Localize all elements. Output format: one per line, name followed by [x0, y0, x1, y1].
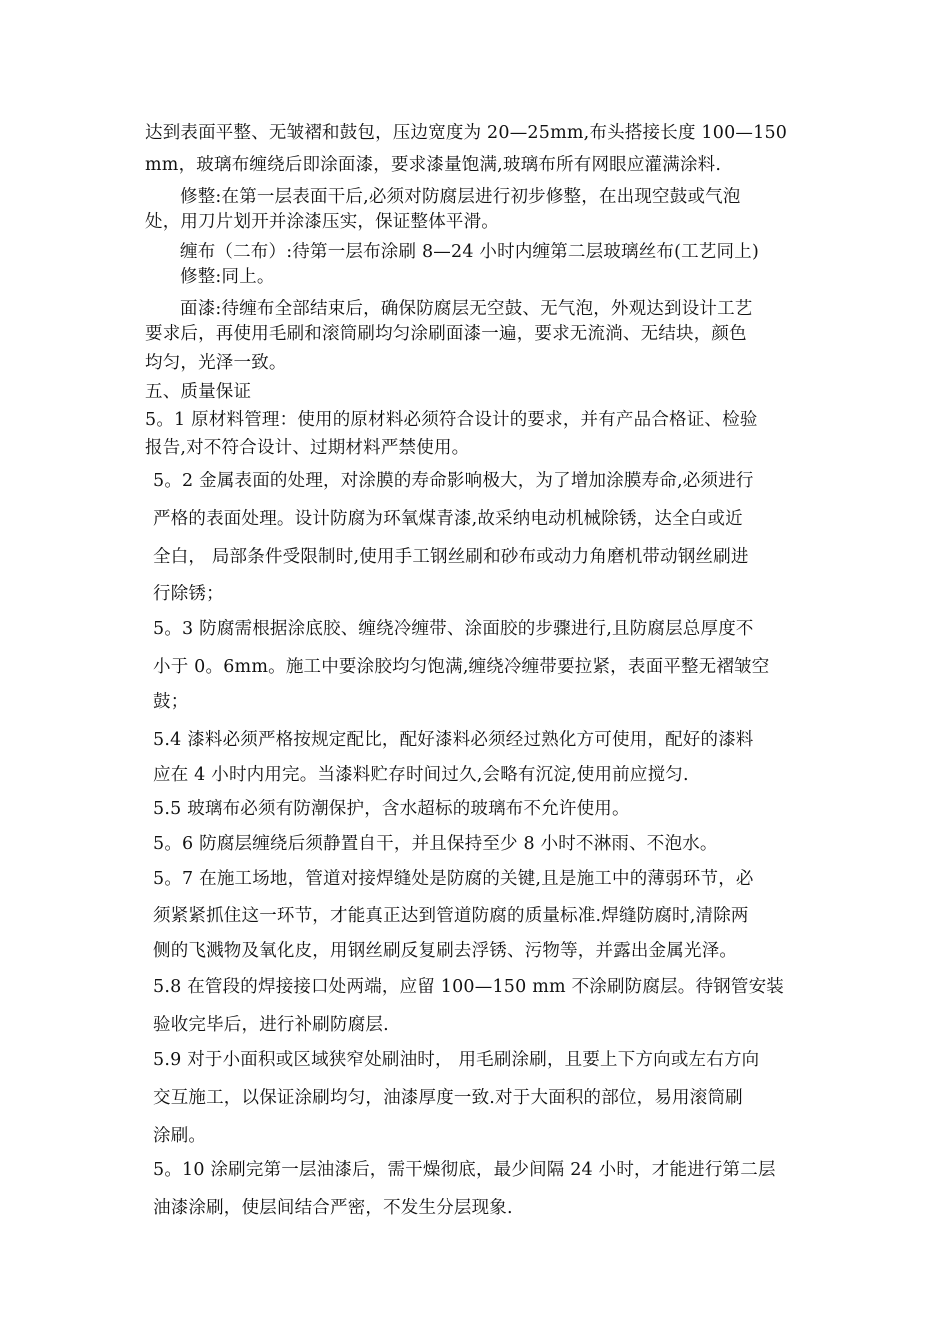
text-line: 应在 4 小时内用完。当漆料贮存时间过久,会略有沉淀,使用前应搅匀.	[153, 765, 689, 785]
section-heading: 五、质量保证	[145, 382, 252, 402]
text-line: 油漆涂刷，使层间结合严密，不发生分层现象.	[153, 1198, 513, 1218]
text-line: 严格的表面处理。设计防腐为环氧煤青漆,故采纳电动机械除锈，达全白或近	[153, 509, 743, 529]
text-line: 5.8 在管段的焊接接口处两端，应留 100—150 mm 不涂刷防腐层。待钢管安装	[153, 977, 784, 997]
text-line: 须紧紧抓住这一环节，才能真正达到管道防腐的质量标准.焊缝防腐时,清除两	[153, 906, 749, 926]
text-line: 5。2 金属表面的处理，对涂膜的寿命影响极大，为了增加涂膜寿命,必须进行	[153, 471, 754, 491]
text-line: 行除锈；	[153, 584, 224, 604]
text-line: 5。10 涂刷完第一层油漆后，需干燥彻底，最少间隔 24 小时，才能进行第二层	[153, 1160, 776, 1180]
text-line: 5。1 原材料管理：使用的原材料必须符合设计的要求，并有产品合格证、检验	[145, 410, 758, 430]
text-line: 5.5 玻璃布必须有防潮保护，含水超标的玻璃布不允许使用。	[153, 799, 630, 819]
text-line: 5。3 防腐需根据涂底胶、缠绕冷缠带、涂面胶的步骤进行,且防腐层总厚度不	[153, 619, 754, 639]
text-line: 验收完毕后，进行补刷防腐层.	[153, 1015, 389, 1035]
text-line: 处，用刀片划开并涂漆压实，保证整体平滑。	[145, 212, 499, 232]
text-line: 面漆:待缠布全部结束后，确保防腐层无空鼓、无气泡，外观达到设计工艺	[180, 299, 753, 319]
text-line: 鼓；	[153, 692, 189, 712]
text-line: 5.9 对于小面积或区域狭窄处刷油时， 用毛刷涂刷，且要上下方向或左右方向	[153, 1050, 760, 1070]
text-line: 要求后，再使用毛刷和滚筒刷均匀涂刷面漆一遍，要求无流淌、无结块，颜色	[145, 324, 747, 344]
text-line: 5。7 在施工场地，管道对接焊缝处是防腐的关键,且是施工中的薄弱环节，必	[153, 869, 754, 889]
text-line: 5。6 防腐层缠绕后须静置自干，并且保持至少 8 小时不淋雨、不泡水。	[153, 834, 718, 854]
text-line: 全白， 局部条件受限制时,使用手工钢丝刷和砂布或动力角磨机带动钢丝刷进	[153, 547, 749, 567]
text-line: 5.4 漆料必须严格按规定配比，配好漆料必须经过熟化方可使用，配好的漆料	[153, 730, 754, 750]
text-line: 侧的飞溅物及氧化皮，用钢丝刷反复刷去浮锈、污物等，并露出金属光泽。	[153, 941, 738, 961]
text-line: 涂刷。	[153, 1126, 207, 1146]
text-line: 交互施工，以保证涂刷均匀，油漆厚度一致.对于大面积的部位，易用滚筒刷	[153, 1088, 743, 1108]
text-line: 修整:同上。	[180, 267, 275, 287]
text-line: 达到表面平整、无皱褶和鼓包，压边宽度为 20—25mm,布头搭接长度 100—150	[145, 123, 788, 143]
text-line: 缠布（二布）:待第一层布涂刷 8—24 小时内缠第二层玻璃丝布(工艺同上)	[180, 242, 759, 262]
text-line: 均匀，光泽一致。	[145, 353, 287, 373]
text-line: 修整:在第一层表面干后,必须对防腐层进行初步修整，在出现空鼓或气泡	[180, 187, 741, 207]
text-line: 小于 0。6mm。施工中要涂胶均匀饱满,缠绕冷缠带要拉紧，表面平整无褶皱空	[153, 657, 770, 677]
text-line: mm，玻璃布缠绕后即涂面漆，要求漆量饱满,玻璃布所有网眼应灌满涂料.	[145, 155, 722, 175]
text-line: 报告,对不符合设计、过期材料严禁使用。	[145, 438, 470, 458]
